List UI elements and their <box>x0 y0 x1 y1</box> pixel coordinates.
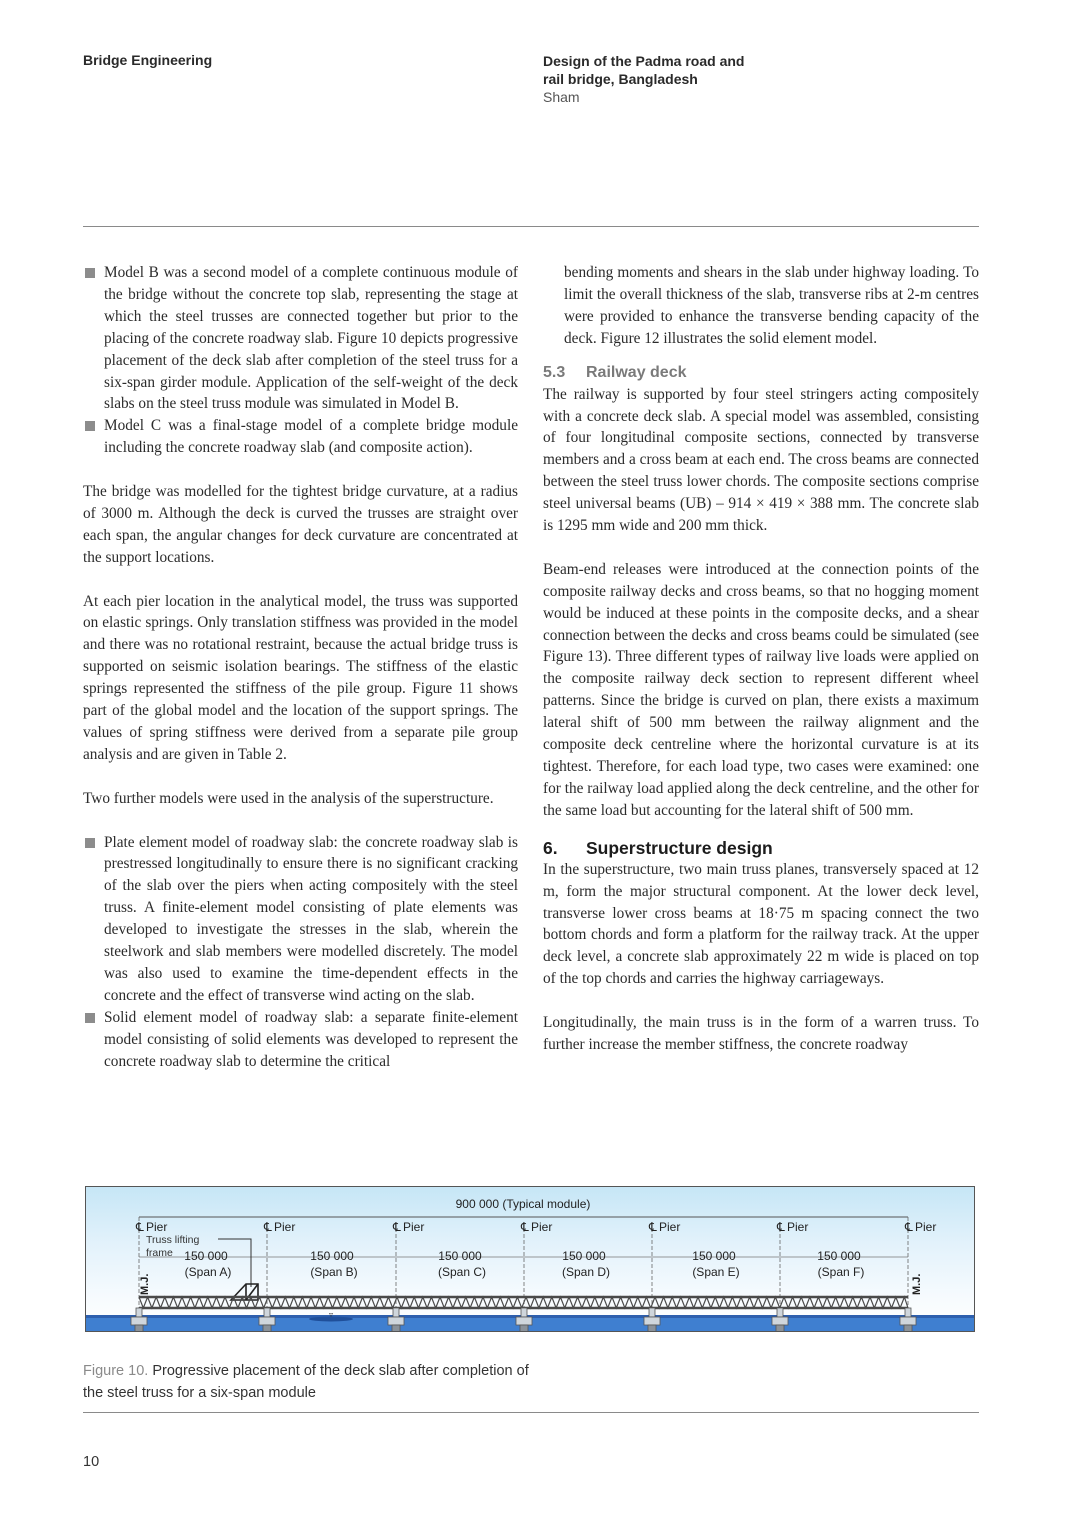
bullet-square-icon <box>85 421 95 431</box>
span-b-length: 150 000 <box>310 1249 354 1263</box>
pier-label: Pier <box>146 1220 168 1234</box>
bullet-square-icon <box>85 838 95 848</box>
centreline-icon: ℄ <box>136 1220 144 1234</box>
paragraph-railway-deck: The railway is supported by four steel stringers acting compositely with a concrete deck slab. A special model was assembled, consisting of four longitudinal composite sections, connected by transverse members and a cross beam at each end. The cross beams are connected between the steel truss lower chords. The composite sections comprise steel universal beams (UB) – 914 × 419 × 388 mm. The concrete slab is 1295 mm wide and 200 mm thick. <box>543 385 979 535</box>
span-a-name: (Span A) <box>184 1265 232 1279</box>
figure-caption <box>83 1360 543 1404</box>
figure-caption-text: Progressive placement of the deck slab after completion of the steel truss for a six-span module <box>83 1363 529 1401</box>
span-c-name: (Span C) <box>437 1265 487 1279</box>
section-heading-6: 6. Superstructure design <box>543 837 773 858</box>
left-column <box>83 262 518 1072</box>
svg-text:℄: ℄ <box>777 1220 785 1234</box>
span-d-length: 150 000 <box>562 1249 606 1263</box>
pier-2 <box>263 1220 295 1315</box>
svg-text:℄: ℄ <box>905 1220 913 1234</box>
bullet-square-icon <box>85 1013 95 1023</box>
span-e-name: (Span E) <box>692 1265 740 1279</box>
figure-10-bridge-elevation <box>85 1186 975 1332</box>
model-list-top <box>83 262 518 459</box>
span-c-length: 150 000 <box>438 1249 482 1263</box>
svg-text:℄: ℄ <box>393 1220 401 1234</box>
pier-label: Pier <box>787 1220 809 1234</box>
paragraph-warren-truss: Longitudinally, the main truss is in the form of a warren truss. To further increase the member stiffness, the concrete roadway <box>543 1014 979 1053</box>
svg-text:℄: ℄ <box>264 1220 272 1234</box>
span-b-name: (Span B) <box>310 1265 358 1279</box>
pier-6 <box>776 1220 808 1315</box>
movement-joint-right: M.J. <box>911 1273 923 1295</box>
list-item-model-b: Model B was a second model of a complete continuous module of the bridge without the concrete top slab, representing the stage at which the steel trusses are connected together but prior to the placing of the concrete roadway slab. Figure 10 depicts progressive placement of the deck slab after completion of the steel truss for a six-span girder module. Application of the self-weight of the deck slabs on the steel truss module was simulated in Model B. <box>83 262 518 415</box>
list-item-plate-model: Plate element model of roadway slab: the concrete roadway slab is prestressed longitudinally to ensure there is no significant cracking of the slab over the piers when acting compositely with the steel truss. A finite-element model consisting of plate elements was developed to investigate the stresses in the slab, wherein the steelwork and slab members were modelled discretely. The model was also used to examine the time-dependent effects in the concrete and the effect of transverse wind acting on the slab. <box>83 832 518 1007</box>
article-author: Sham <box>543 89 580 105</box>
section-heading-5-3: 5.3 Railway deck <box>543 363 687 381</box>
figure-label: Figure 10. <box>83 1363 149 1379</box>
svg-text:℄: ℄ <box>649 1220 657 1234</box>
module-label: 900 000 (Typical module) <box>455 1197 591 1211</box>
svg-text:Truss lifting: Truss lifting <box>146 1234 200 1246</box>
svg-text:▿: ▿ <box>328 1310 334 1319</box>
right-column <box>543 262 979 1056</box>
list-item-model-c: Model C was a final-stage model of a complete bridge module including the concrete roadway slab (and composite action). <box>83 415 518 459</box>
svg-text:℄: ℄ <box>521 1220 529 1234</box>
article-title-line-1: Design of the Padma road and <box>543 53 745 69</box>
pier-7 <box>904 1217 936 1315</box>
pier-3 <box>392 1220 424 1315</box>
paragraph-further-models: Two further models were used in the analysis of the superstructure. <box>83 789 494 807</box>
paragraph-superstructure: In the superstructure, two main truss planes, transversely spaced at 12 m, form the major structural component. At the lower deck level, transverse lower cross beams at 18·75 m spacing connect the two bottom chords and form a platform for the railway track. At the upper deck level, a concrete slab approximately 22 m wide is placed on top of the top chords and carries the highway carriageways. <box>543 860 979 988</box>
paragraph-curvature: The bridge was modelled for the tightest bridge curvature, at a radius of 3000 m. Although the deck is curved the trusses are straight over each span, the angular changes for deck curvature are concentrated at the support locations. <box>83 483 518 566</box>
model-list-bottom <box>83 832 518 1073</box>
pier-5 <box>648 1220 680 1315</box>
page-number: 10 <box>83 1454 100 1470</box>
span-e-length: 150 000 <box>692 1249 736 1263</box>
span-f-length: 150 000 <box>817 1249 861 1263</box>
svg-text:frame: frame <box>146 1247 173 1259</box>
pier-label: Pier <box>274 1220 296 1234</box>
paragraph-beam-end-releases: Beam-end releases were introduced at the connection points of the composite railway decks and cross beams, so that no hogging moment would be induced at these points in the composite decks, and a shear connection between the decks and cross beams could be simulated (see Figure 13). Three different types of railway live loads were applied on the composite railway deck section to represent different wheel patterns. Since the bridge is curved on plan, there exists a maximum lateral shift of 500 mm between the railway alignment and the composite deck centreline where the horizontal curvature is at its tightest. Therefore, for each load type, two cases were examined: one for the railway load applied along the deck centreline, and the other for the same load but accounting for the lateral shift of 500 mm. <box>543 560 979 819</box>
steel-truss <box>139 1297 908 1308</box>
list-item-solid-model: Solid element model of roadway slab: a separate finite-element model consisting of solid elements was developed to represent the concrete roadway slab to determine the critical <box>83 1007 518 1073</box>
pier-label: Pier <box>915 1220 937 1234</box>
pier-label: Pier <box>403 1220 425 1234</box>
pier-label: Pier <box>531 1220 553 1234</box>
movement-joint-left: M.J. <box>139 1273 151 1295</box>
pier-label: Pier <box>659 1220 681 1234</box>
module-dimension-line <box>139 1197 908 1217</box>
article-title-line-2: rail bridge, Bangladesh <box>543 71 698 87</box>
paragraph-springs: At each pier location in the analytical model, the truss was supported on elastic springs. Only translation stiffness was provided in the model and there was no rotational restraint, because the actual bridge truss is supported on seismic isolation bearings. The stiffness of the elastic springs represented the stiffness of the pile group. Figure 11 shows part of the global model and the location of the support springs. The values of spring stiffness were derived from a separate pile group analysis and are given in Table 2. <box>83 592 518 763</box>
header-divider <box>83 226 979 227</box>
span-a-length: 150 000 <box>184 1249 228 1263</box>
span-d-name: (Span D) <box>561 1265 611 1279</box>
article-header <box>543 52 744 106</box>
journal-name: Bridge Engineering <box>83 52 213 68</box>
span-f-name: (Span F) <box>817 1265 865 1279</box>
footer-divider <box>83 1412 979 1413</box>
paragraph-continuation: bending moments and shears in the slab under highway loading. To limit the overall thickness of the slab, transverse ribs at 2-m centres were provided to enhance the transverse bending capacity of the deck. Figure 12 illustrates the solid element model. <box>564 264 979 347</box>
bullet-square-icon <box>85 268 95 278</box>
